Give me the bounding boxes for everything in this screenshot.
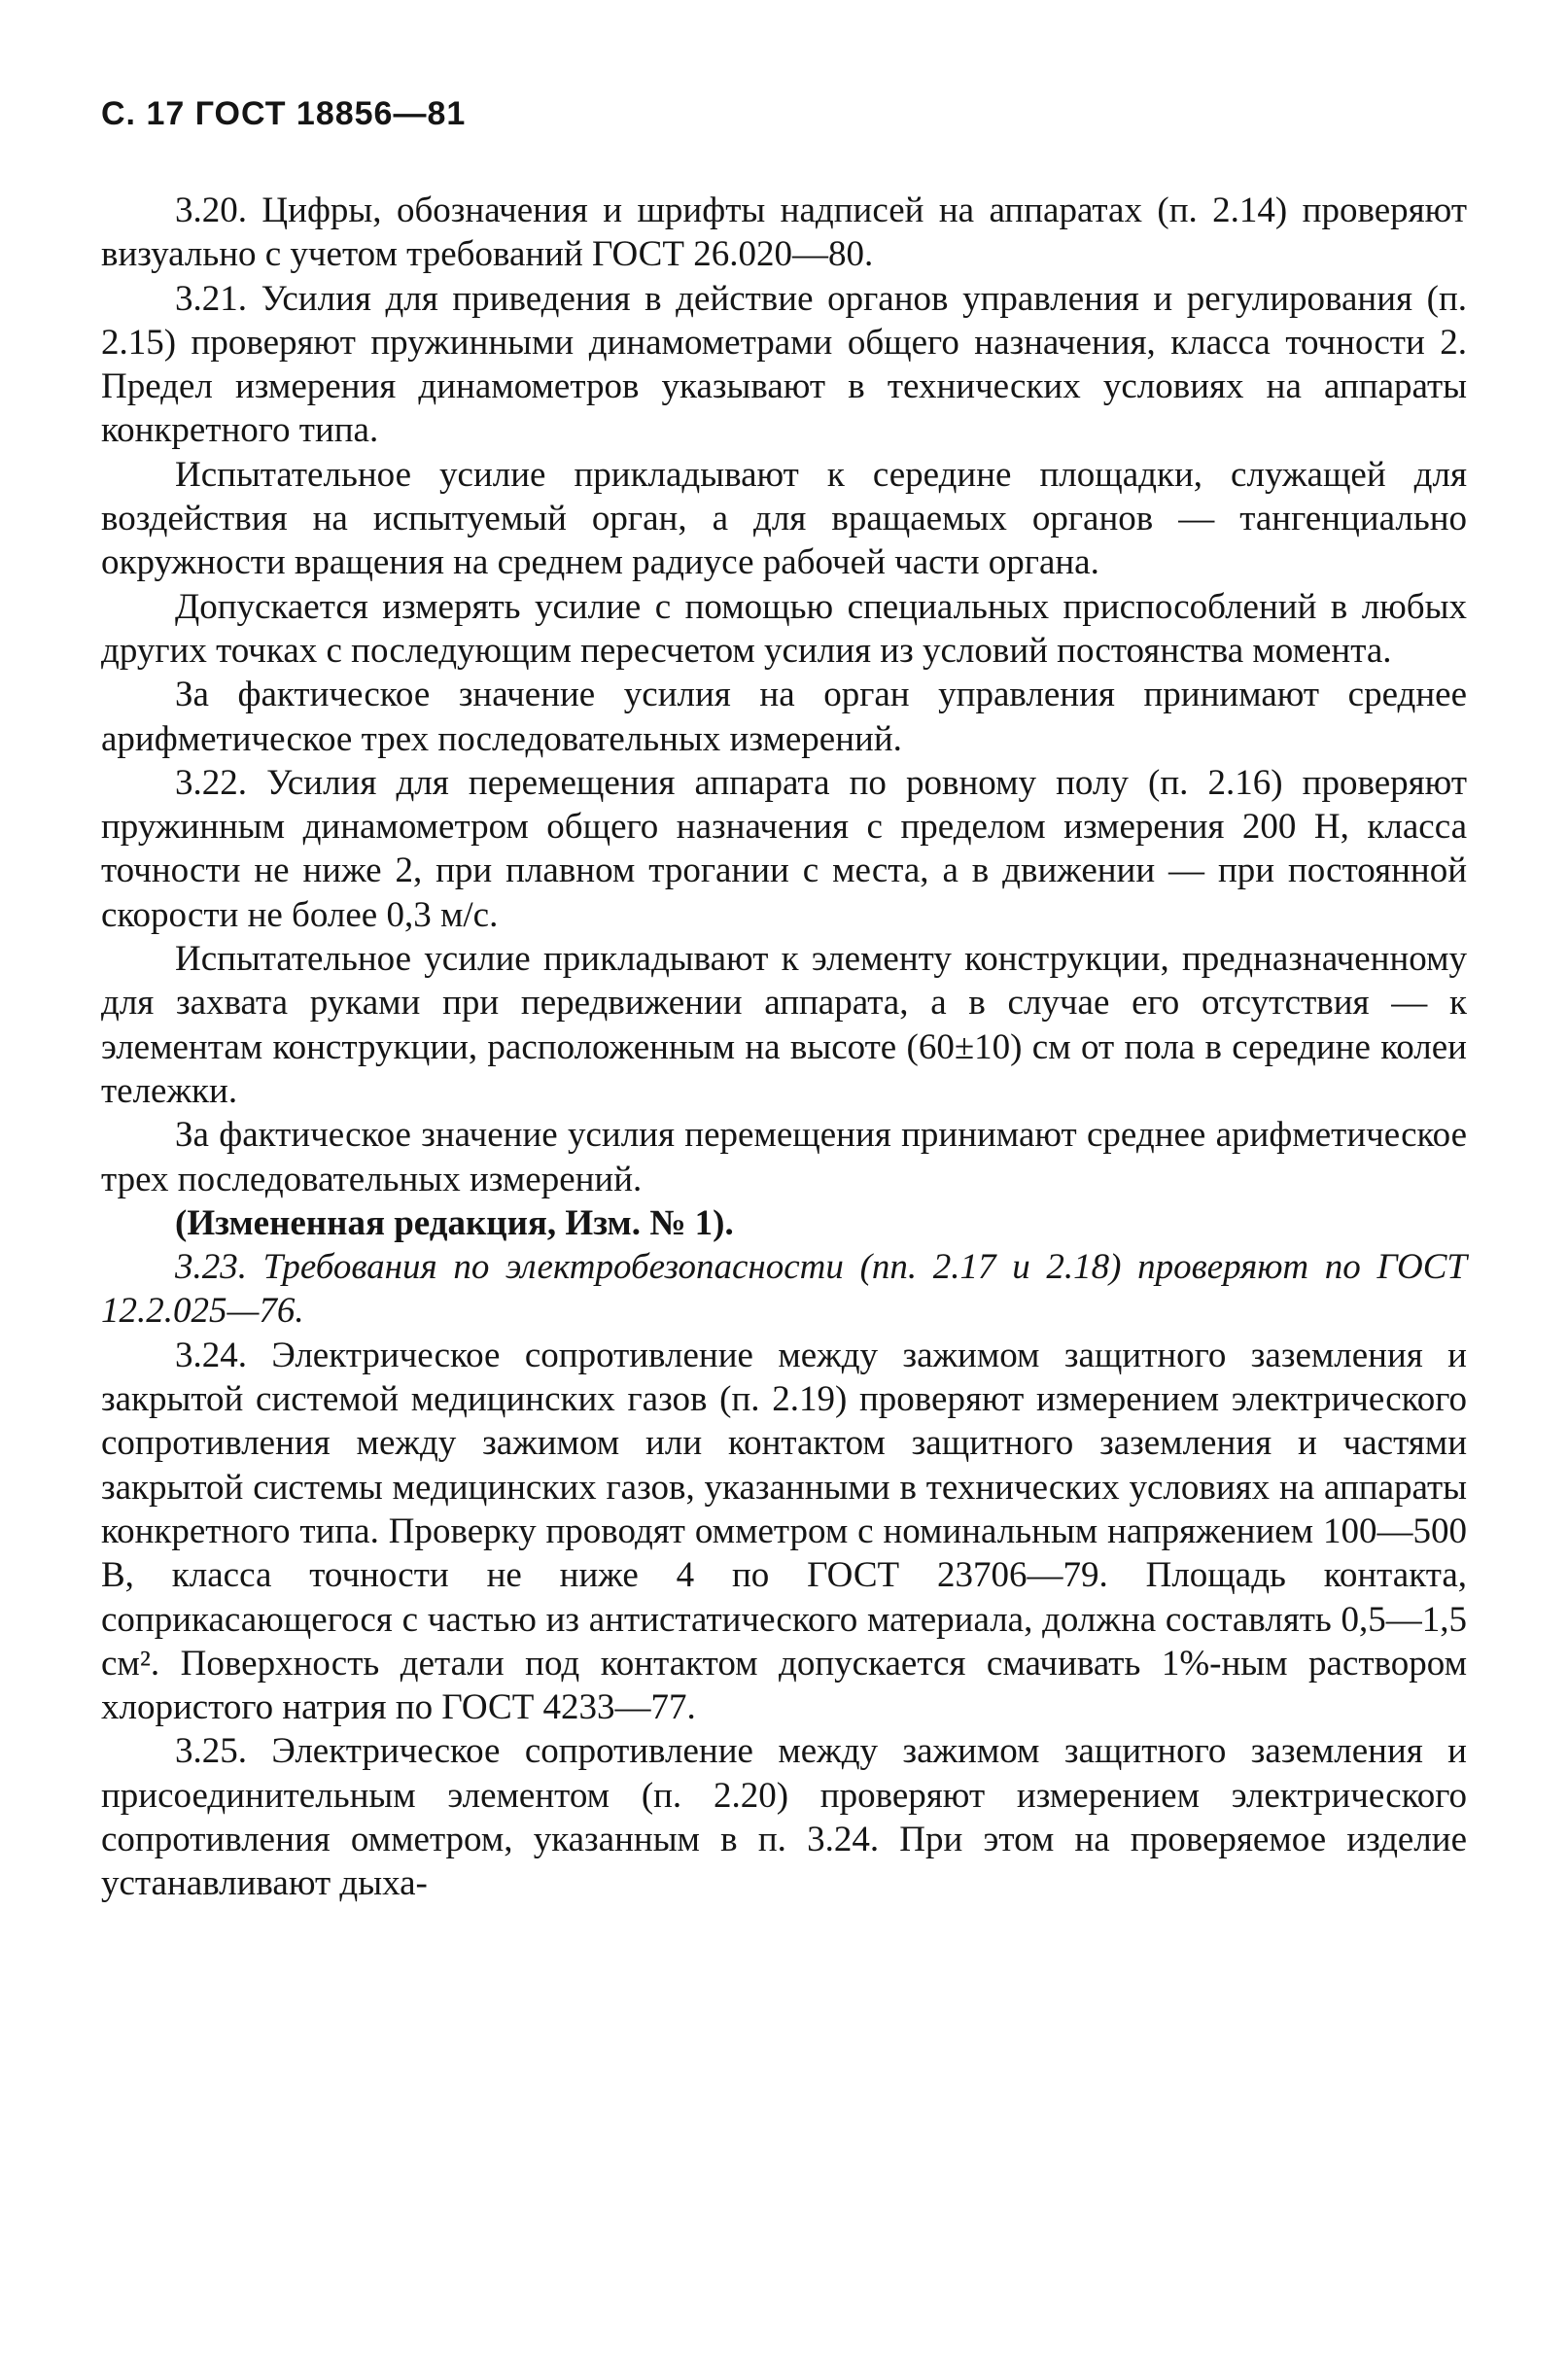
amendment-note: (Измененная редакция, Изм. № 1). [175, 1202, 734, 1243]
paragraph-3-22-force-application: Испытательное усилие прикладывают к элементу конструкции, предназначенному для захвата руками при передвижении аппарата, а в случае его отсутствия — к элементам конструкции, расположенным на высоте (60±10) см от пола в середине колеи тележки. [101, 939, 1467, 1111]
paragraph-3-20: 3.20. Цифры, обозначения и шрифты надписей на аппаратах (п. 2.14) проверяют визуально с учетом требований ГОСТ 26.020—80. [101, 191, 1467, 275]
paragraph-3-22-actual-value: За фактическое значение усилия перемещения принимают среднее арифметическое трех последовательных измерений. [101, 1115, 1467, 1199]
page-header: С. 17 ГОСТ 18856—81 [101, 95, 467, 132]
document-body [101, 189, 1467, 1906]
paragraph-3-22: 3.22. Усилия для перемещения аппарата по ровному полу (п. 2.16) проверяют пружинным динамометром общего назначения с пределом измерения 200 Н, класса точности не ниже 2, при плавном трогании с места, а в движении — при постоянной скорости не более 0,3 м/с. [101, 762, 1467, 935]
paragraph-3-23: 3.23. Требования по электробезопасности (пп. 2.17 и 2.18) проверяют по ГОСТ 12.2.025—76. [101, 1247, 1467, 1332]
paragraph-3-24: 3.24. Электрическое сопротивление между зажимом защитного заземления и закрытой системой медицинских газов (п. 2.19) проверяют измерением электрического сопротивления между зажимом или контактом защитного заземления и частями закрытой системы медицинских газов, указанными в технических условиях на аппараты конкретного типа. Проверку проводят омметром с номинальным напряжением 100—500 В, класса точности не ниже 4 по ГОСТ 23706—79. Площадь контакта, соприкасающегося с частью из антистатического материала, должна составлять 0,5—1,5 см². Поверхность детали под контактом допускается смачивать 1%-ным раствором хлористого натрия по ГОСТ 4233—77. [101, 1335, 1467, 1728]
paragraph-3-21: 3.21. Усилия для приведения в действие органов управления и регулирования (п. 2.15) проверяют пружинными динамометрами общего назначения, класса точности 2. Предел измерения динамометров указывают в технических условиях на аппараты конкретного типа. [101, 278, 1467, 451]
paragraph-3-21-actual-value: За фактическое значение усилия на орган управления принимают среднее арифметическое трех последовательных измерений. [101, 675, 1467, 759]
paragraph-3-21-force-application: Испытательное усилие прикладывают к середине площадки, служащей для воздействия на испытуемый орган, а для вращаемых органов — тангенциально окружности вращения на среднем радиусе рабочей части органа. [101, 454, 1467, 583]
paragraph-3-21-special-devices: Допускается измерять усилие с помощью специальных приспособлений в любых других точках с последующим пересчетом усилия из условий постоянства момента. [101, 586, 1467, 671]
paragraph-3-25: 3.25. Электрическое сопротивление между зажимом защитного заземления и присоединительным элементом (п. 2.20) проверяют измерением электрического сопротивления омметром, указанным в п. 3.24. При этом на проверяемое изделие устанавливают дыха- [101, 1731, 1467, 1904]
